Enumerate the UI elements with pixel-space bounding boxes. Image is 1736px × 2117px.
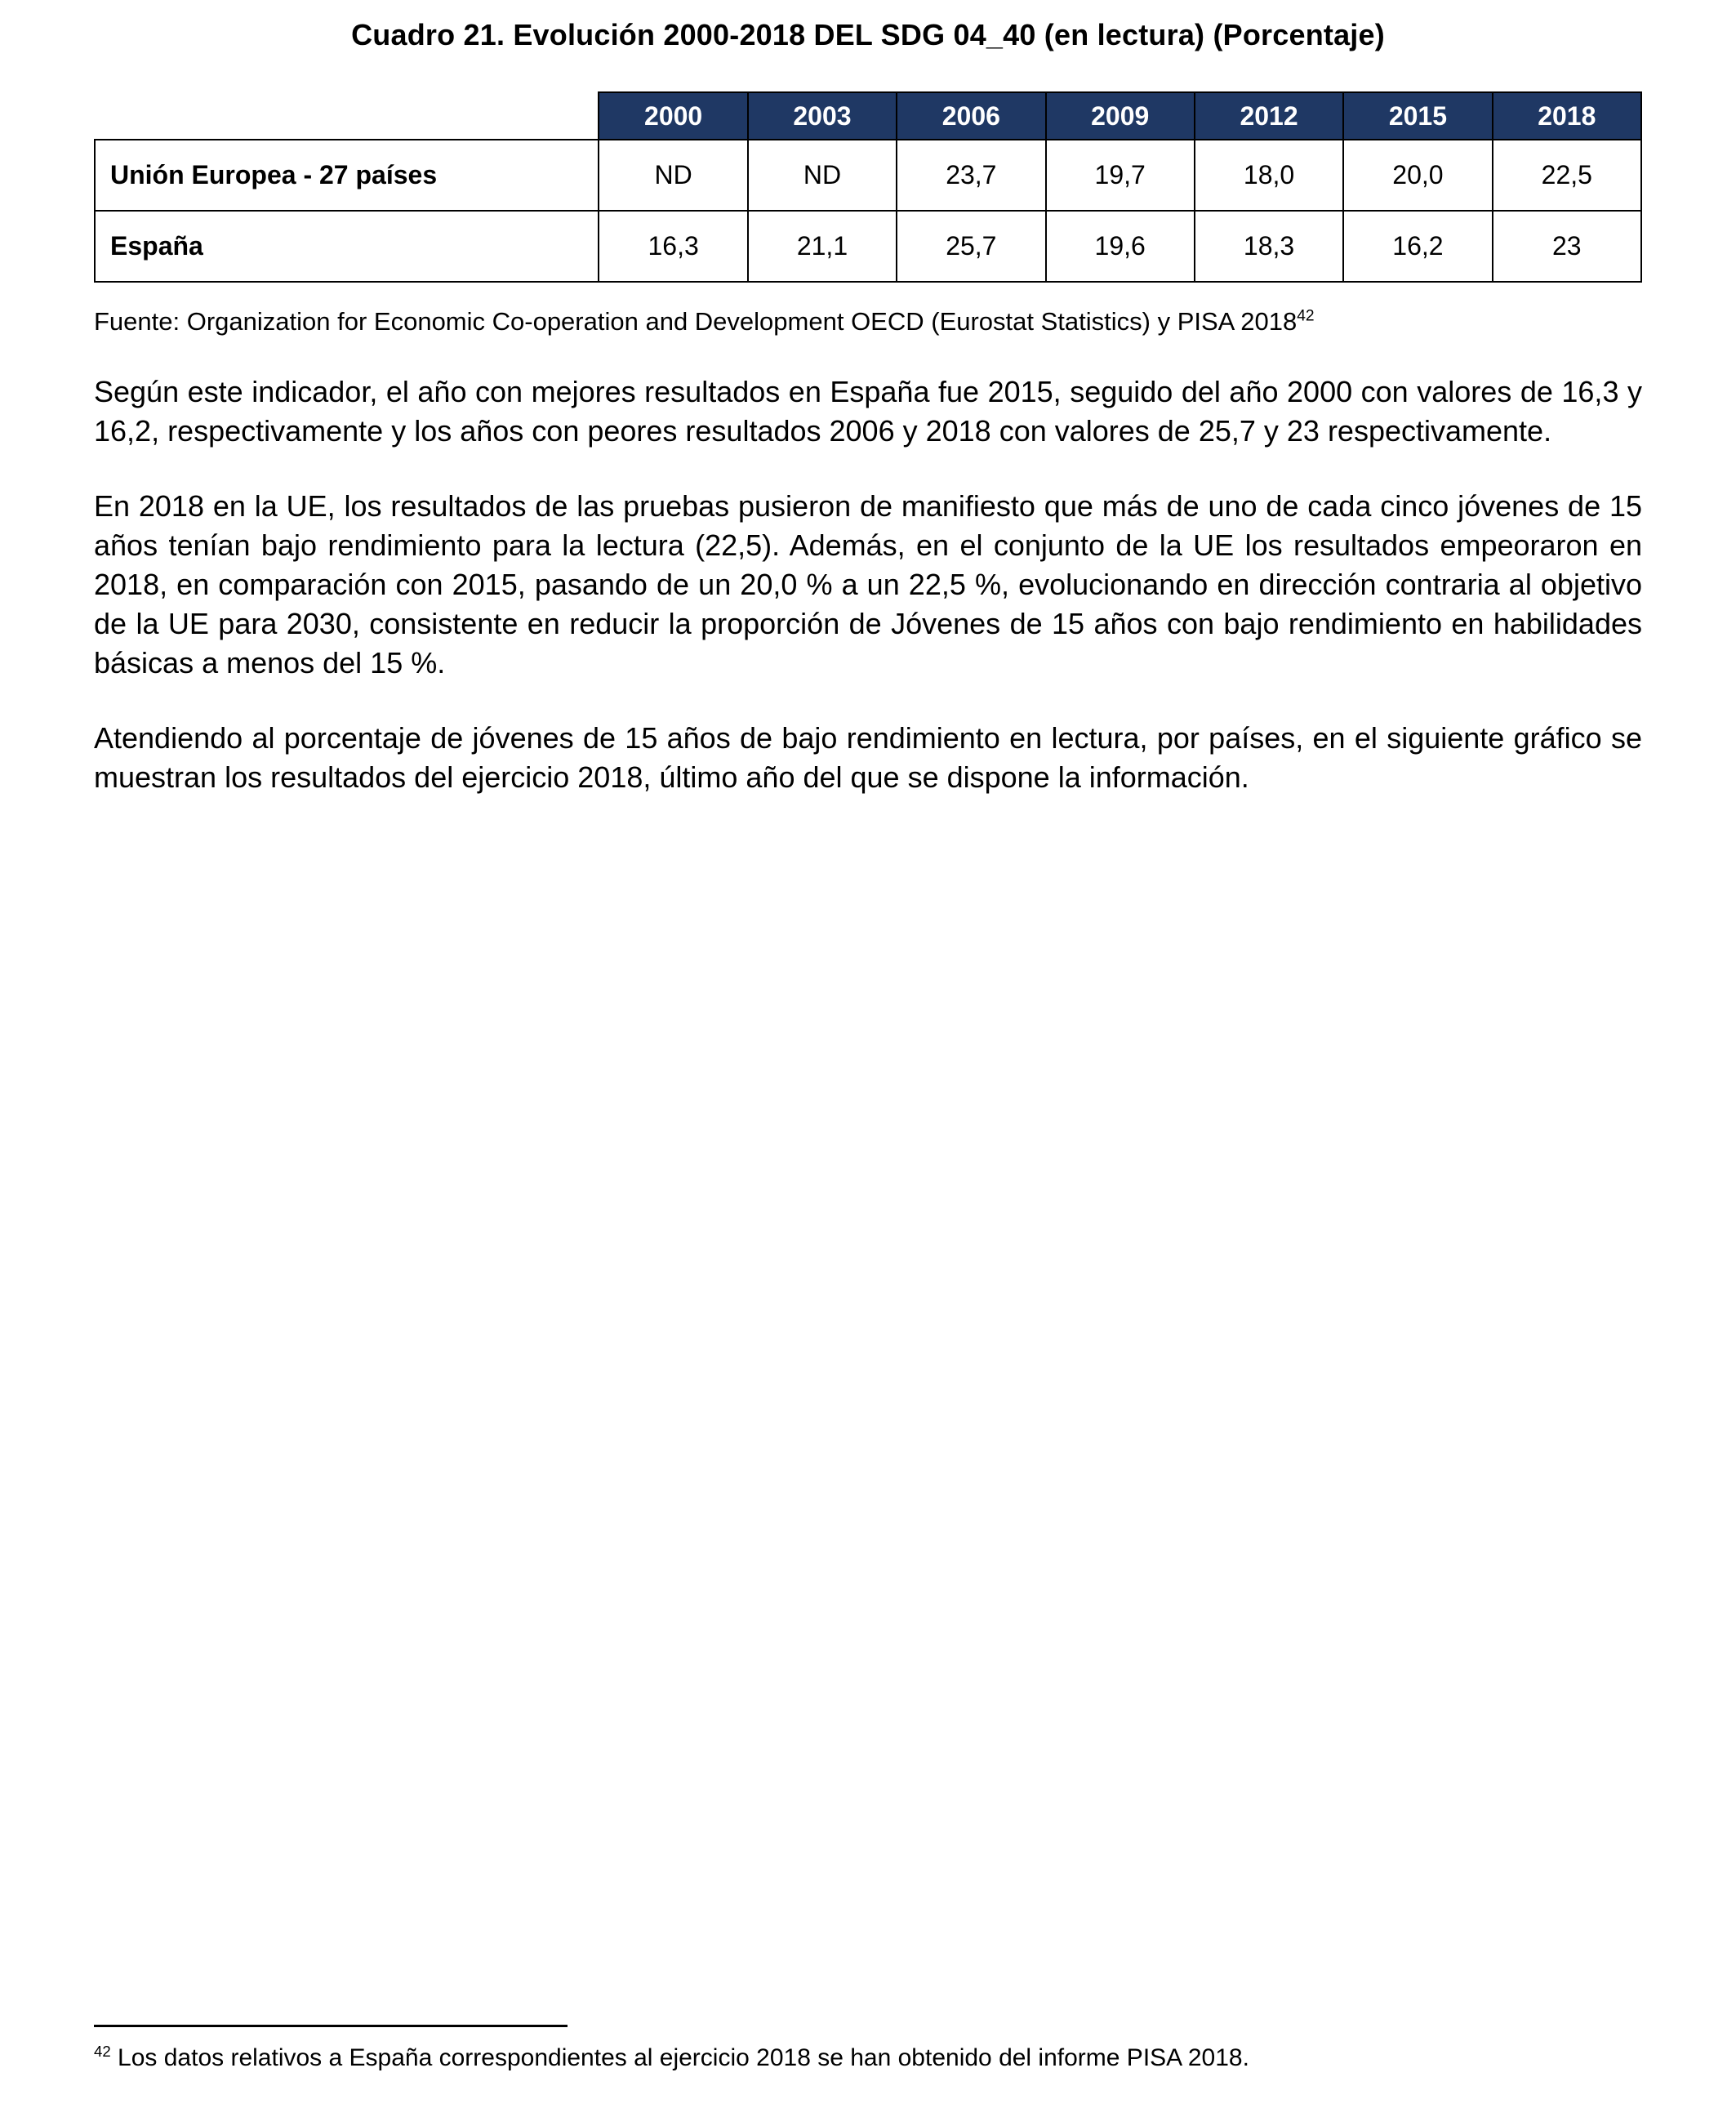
value-cell: 23 [1493, 211, 1641, 282]
value-cell: 16,2 [1343, 211, 1492, 282]
paragraph: Según este indicador, el año con mejores resultados en España fue 2015, seguido del año 2000 con valores de 16,3 y 16,2, respectivamente y los años con peores resultados 2006 y 2018 con valores de 25,7 y 23 respectivamente. [94, 375, 1642, 448]
value-cell: ND [599, 140, 747, 211]
table-header-row [95, 92, 1641, 140]
source-footnote-ref: 42 [1297, 307, 1315, 325]
source-note [94, 307, 1642, 336]
paragraph: Atendiendo al porcentaje de jóvenes de 15 años de bajo rendimiento en lectura, por países, en el siguiente gráfico se muestran los resultados del ejercicio 2018, último año del que se dispone la información. [94, 721, 1642, 794]
value-cell: 23,7 [897, 140, 1045, 211]
footnote-ref: 42 [94, 2043, 111, 2060]
value-cell: 25,7 [897, 211, 1045, 282]
year-header-cell: 2006 [897, 92, 1045, 140]
table-corner-cell [95, 92, 599, 140]
year-header-cell: 2018 [1493, 92, 1641, 140]
year-header-cell: 2012 [1195, 92, 1343, 140]
value-cell: 20,0 [1343, 140, 1492, 211]
value-cell: 19,7 [1046, 140, 1195, 211]
footnote-body: Los datos relativos a España correspondientes al ejercicio 2018 se han obtenido del informe PISA 2018. [118, 2044, 1249, 2071]
value-cell: 18,3 [1195, 211, 1343, 282]
value-cell: 22,5 [1493, 140, 1641, 211]
year-header-cell: 2015 [1343, 92, 1492, 140]
table-title: Cuadro 21. Evolución 2000-2018 DEL SDG 04_40 (en lectura) (Porcentaje) [351, 18, 1385, 51]
year-header-cell: 2000 [599, 92, 747, 140]
row-label-cell: España [95, 211, 599, 282]
paragraph: En 2018 en la UE, los resultados de las pruebas pusieron de manifiesto que más de uno de cada cinco jóvenes de 15 años tenían bajo rendimiento para la lectura (22,5). Además, en el conjunto de la UE los resultados empeoraron en 2018, en comparación con 2015, pasando de un 20,0 % a un 22,5 %, evolucionando en dirección contraria al objetivo de la UE para 2030, consistente en reducir la proporción de Jóvenes de 15 años con bajo rendimiento en habilidades básicas a menos del 15 %. [94, 489, 1642, 680]
table-row [95, 211, 1641, 282]
value-cell: 19,6 [1046, 211, 1195, 282]
source-text: Fuente: Organization for Economic Co-operation and Development OECD (Eurostat Statistics) y PISA 2018 [94, 307, 1298, 336]
footnote [94, 2025, 1642, 2075]
data-table [94, 91, 1642, 283]
value-cell: ND [748, 140, 897, 211]
value-cell: 16,3 [599, 211, 747, 282]
row-label-cell: Unión Europea - 27 países [95, 140, 599, 211]
footnote-divider [94, 2025, 568, 2027]
year-header-cell: 2003 [748, 92, 897, 140]
footnote-text [94, 2042, 1642, 2075]
value-cell: 21,1 [748, 211, 897, 282]
value-cell: 18,0 [1195, 140, 1343, 211]
year-header-cell: 2009 [1046, 92, 1195, 140]
table-row [95, 140, 1641, 211]
